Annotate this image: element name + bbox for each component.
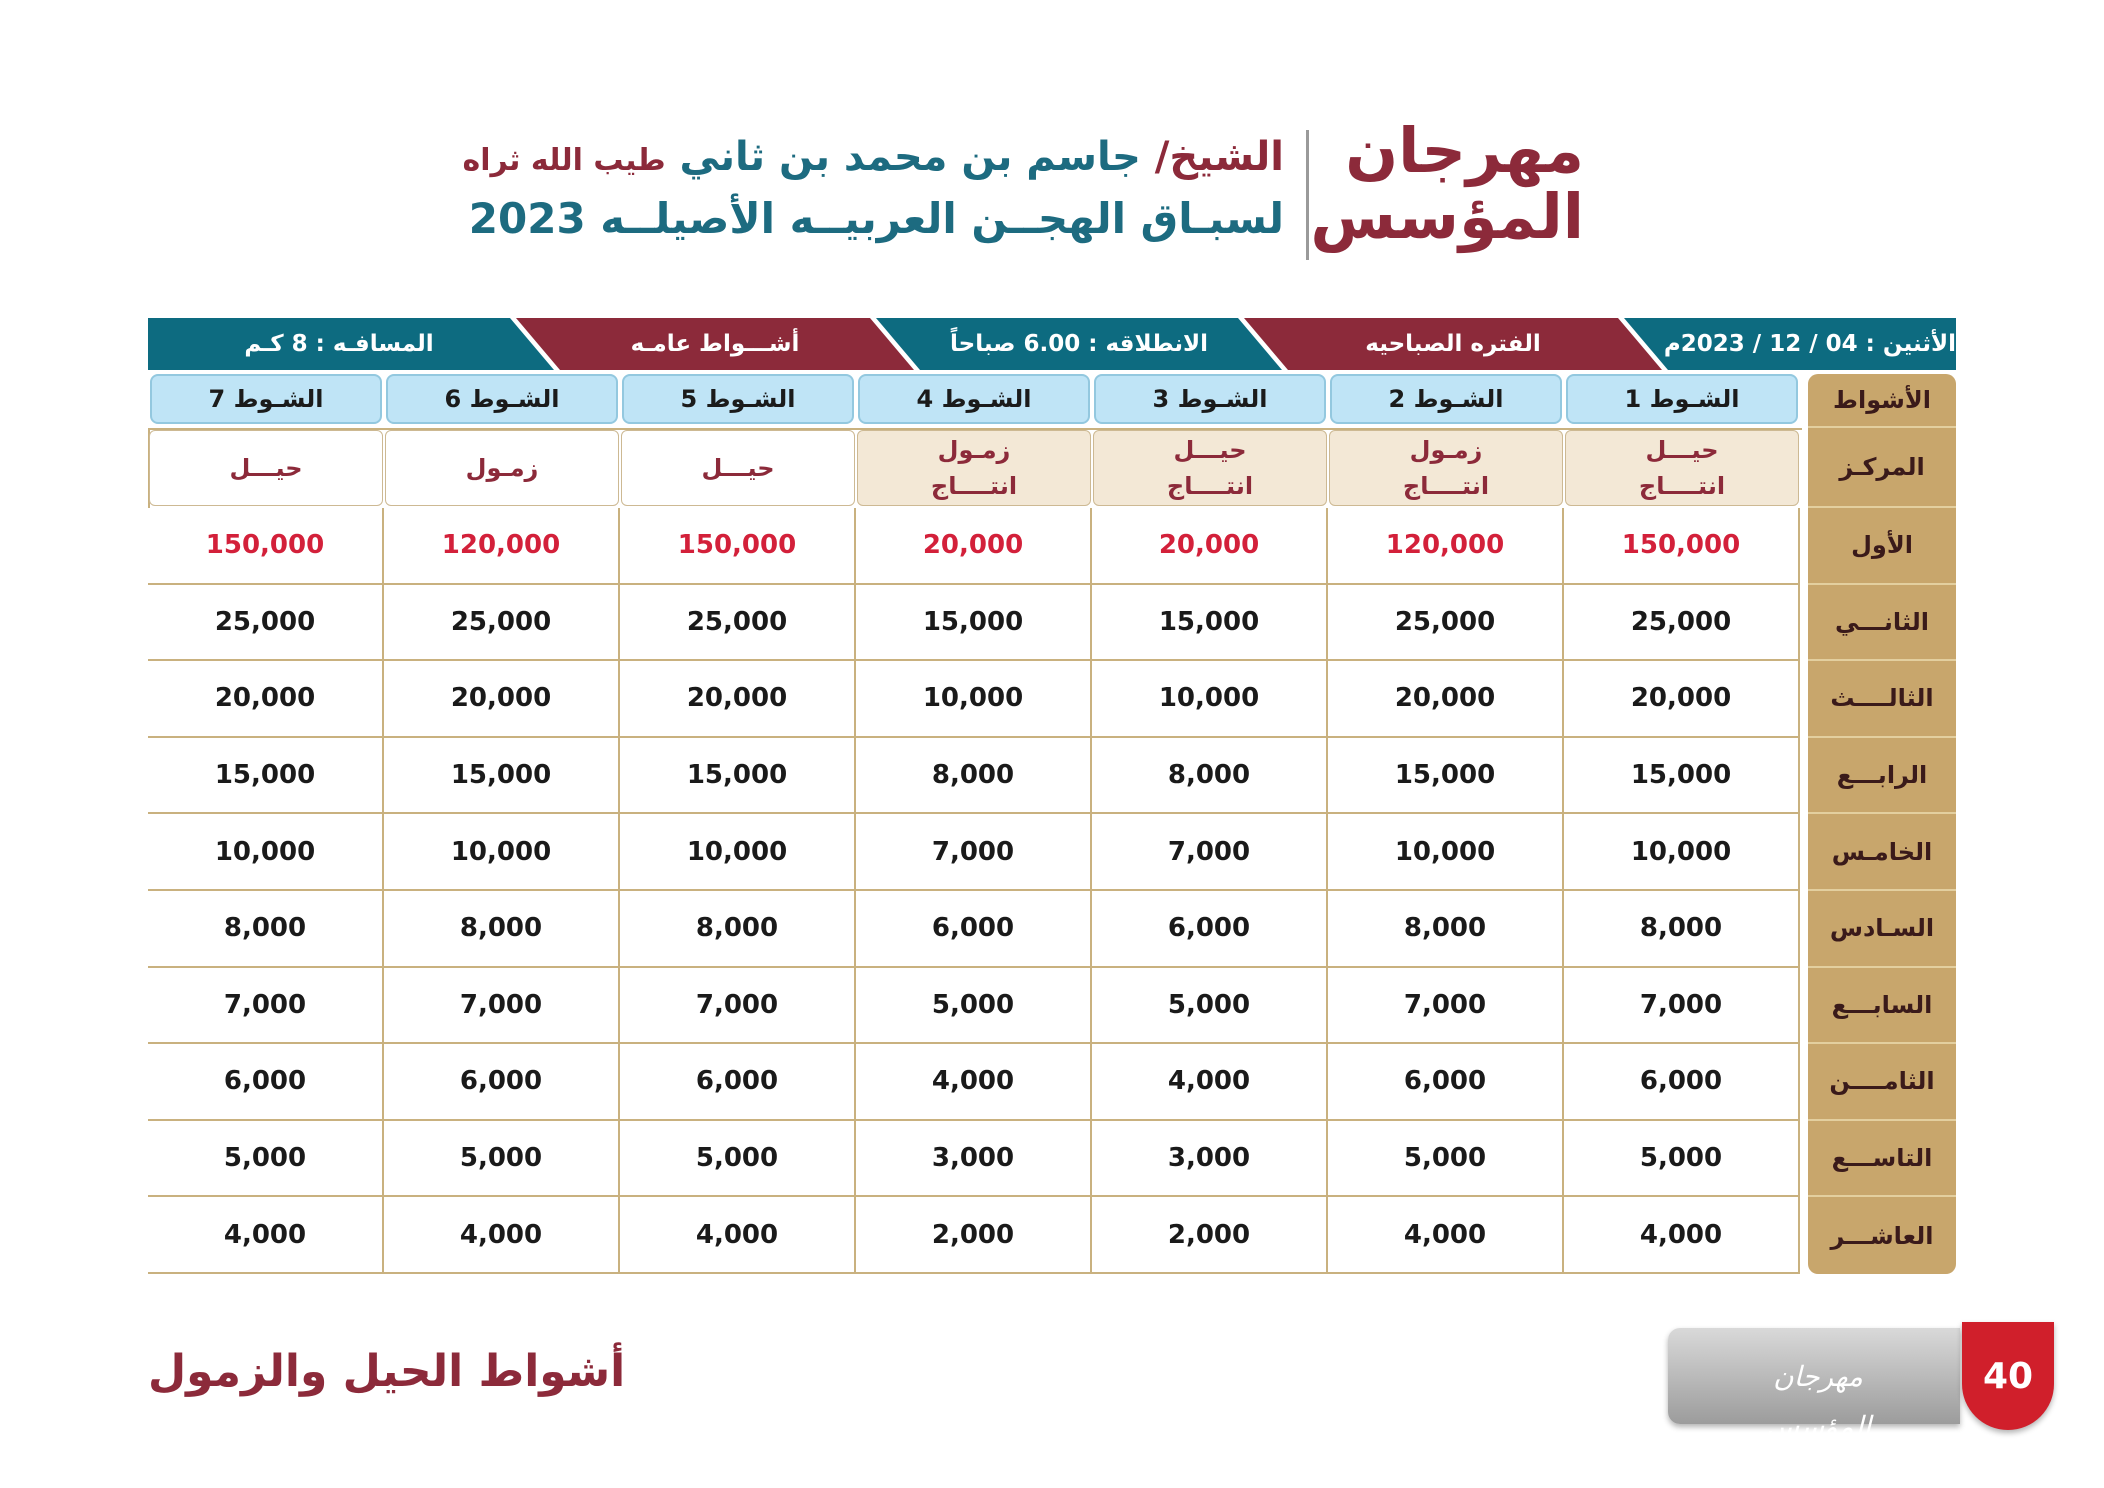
prize-cell: 5,000 bbox=[148, 1121, 384, 1198]
center-cell-3 bbox=[1093, 430, 1327, 506]
prize-cell: 7,000 bbox=[856, 814, 1092, 891]
prize-cell: 15,000 bbox=[148, 738, 384, 815]
column-header-4: الشـوط 4 bbox=[858, 374, 1090, 424]
prize-cell: 6,000 bbox=[1564, 1044, 1800, 1121]
festival-logo bbox=[1310, 114, 1584, 253]
prize-cell: 7,000 bbox=[1564, 968, 1800, 1045]
prize-cell: 120,000 bbox=[384, 508, 620, 585]
prize-cell: 4,000 bbox=[1328, 1197, 1564, 1274]
prize-cell: 5,000 bbox=[1092, 968, 1328, 1045]
prize-cell: 15,000 bbox=[1092, 585, 1328, 662]
center-line: زمـول bbox=[1409, 436, 1483, 464]
prize-cell: 15,000 bbox=[1328, 738, 1564, 815]
prize-cell: 2,000 bbox=[856, 1197, 1092, 1274]
prize-cell: 25,000 bbox=[384, 585, 620, 662]
center-line: انتــــاج bbox=[1638, 472, 1726, 500]
prize-cell: 8,000 bbox=[1092, 738, 1328, 815]
corner-label: الأشواط bbox=[1808, 374, 1956, 428]
sheikh-name: جاسم بن محمد بن ثاني bbox=[679, 134, 1141, 180]
column-header-6: الشـوط 6 bbox=[386, 374, 618, 424]
prize-cell: 4,000 bbox=[620, 1197, 856, 1274]
prize-cell: 10,000 bbox=[1092, 661, 1328, 738]
prize-cell: 25,000 bbox=[148, 585, 384, 662]
center-cell-6 bbox=[385, 430, 619, 506]
center-line: زمـول bbox=[937, 436, 1011, 464]
prize-cell: 6,000 bbox=[148, 1044, 384, 1121]
center-line: انتــــاج bbox=[1166, 472, 1254, 500]
center-cell-4 bbox=[857, 430, 1091, 506]
prize-cell: 150,000 bbox=[1564, 508, 1800, 585]
prize-cell: 15,000 bbox=[1564, 738, 1800, 815]
prize-cell: 150,000 bbox=[148, 508, 384, 585]
center-cell-1 bbox=[1565, 430, 1799, 506]
prize-cell: 6,000 bbox=[620, 1044, 856, 1121]
race-subtitle: لسبـاق الهجــن العربيــه الأصيلــه 2023 bbox=[468, 194, 1284, 243]
prize-cell: 4,000 bbox=[1564, 1197, 1800, 1274]
prize-cell: 5,000 bbox=[1328, 1121, 1564, 1198]
prize-cell: 3,000 bbox=[1092, 1121, 1328, 1198]
banner-date: الأثنين : 04 / 12 / 2023م bbox=[1663, 331, 1956, 357]
logo-line-2: المؤسس bbox=[1310, 180, 1584, 253]
prize-cell: 2,000 bbox=[1092, 1197, 1328, 1274]
prize-cell: 15,000 bbox=[620, 738, 856, 815]
prize-cell: 20,000 bbox=[856, 508, 1092, 585]
prize-cell: 120,000 bbox=[1328, 508, 1564, 585]
prize-cell: 6,000 bbox=[384, 1044, 620, 1121]
prize-cell: 10,000 bbox=[1328, 814, 1564, 891]
rank-label: السابـــع bbox=[1808, 968, 1956, 1045]
prize-cell: 6,000 bbox=[1092, 891, 1328, 968]
prize-cell: 7,000 bbox=[1092, 814, 1328, 891]
prize-cell: 5,000 bbox=[620, 1121, 856, 1198]
rank-label: الثانـــي bbox=[1808, 585, 1956, 662]
honorific: طيب الله ثراه bbox=[462, 143, 666, 178]
info-banner bbox=[148, 318, 1956, 370]
rank-label: السـادس bbox=[1808, 891, 1956, 968]
prize-cell: 20,000 bbox=[148, 661, 384, 738]
logo-line-1: مهرجان bbox=[1345, 114, 1584, 187]
prize-cell: 10,000 bbox=[1564, 814, 1800, 891]
column-header-7: الشـوط 7 bbox=[150, 374, 382, 424]
prize-cell: 20,000 bbox=[620, 661, 856, 738]
prize-cell: 8,000 bbox=[384, 891, 620, 968]
prize-cell: 5,000 bbox=[384, 1121, 620, 1198]
center-cell-2 bbox=[1329, 430, 1563, 506]
prize-cell: 10,000 bbox=[384, 814, 620, 891]
prize-cell: 8,000 bbox=[856, 738, 1092, 815]
sheikh-prefix: الشيخ/ bbox=[1154, 134, 1284, 180]
prize-cell: 3,000 bbox=[856, 1121, 1092, 1198]
prize-cell: 7,000 bbox=[1328, 968, 1564, 1045]
prize-cell: 6,000 bbox=[1328, 1044, 1564, 1121]
prize-cell: 8,000 bbox=[620, 891, 856, 968]
center-line: انتــــاج bbox=[930, 472, 1018, 500]
rank-label: الثامــــن bbox=[1808, 1044, 1956, 1121]
center-row-label: المركـز bbox=[1808, 428, 1956, 508]
center-line: حيـــل bbox=[701, 454, 775, 482]
footer-brand-logo: مهرجان المؤسس bbox=[1764, 1360, 1872, 1443]
center-line: حيـــل bbox=[229, 454, 303, 482]
prize-cell: 6,000 bbox=[856, 891, 1092, 968]
prize-cell: 4,000 bbox=[384, 1197, 620, 1274]
center-line: حيـــل bbox=[1645, 436, 1719, 464]
prize-cell: 4,000 bbox=[148, 1197, 384, 1274]
prize-cell: 10,000 bbox=[148, 814, 384, 891]
prize-cell: 5,000 bbox=[856, 968, 1092, 1045]
rank-label: الخامـس bbox=[1808, 814, 1956, 891]
prize-cell: 150,000 bbox=[620, 508, 856, 585]
banner-type: أشـــواط عامـه bbox=[630, 331, 800, 357]
column-header-3: الشـوط 3 bbox=[1094, 374, 1326, 424]
prize-cell: 10,000 bbox=[620, 814, 856, 891]
banner-distance: المسافـه : 8 كـم bbox=[244, 331, 434, 357]
rank-label: العاشـــر bbox=[1830, 1221, 1934, 1250]
center-line: حيـــل bbox=[1173, 436, 1247, 464]
prize-cell: 10,000 bbox=[856, 661, 1092, 738]
prize-cell: 7,000 bbox=[620, 968, 856, 1045]
footer-title: أشواط الحيل والزمول bbox=[148, 1346, 626, 1397]
prize-cell: 7,000 bbox=[384, 968, 620, 1045]
prize-cell: 4,000 bbox=[1092, 1044, 1328, 1121]
prize-cell: 7,000 bbox=[148, 968, 384, 1045]
prize-cell: 25,000 bbox=[620, 585, 856, 662]
column-header-5: الشـوط 5 bbox=[622, 374, 854, 424]
rank-label: التاســـع bbox=[1808, 1121, 1956, 1198]
rank-label: الرابـــع bbox=[1808, 738, 1956, 815]
rank-label: الثالــــث bbox=[1808, 661, 1956, 738]
prize-cell: 20,000 bbox=[384, 661, 620, 738]
prize-cell: 15,000 bbox=[856, 585, 1092, 662]
prize-cell: 25,000 bbox=[1328, 585, 1564, 662]
center-line: انتــــاج bbox=[1402, 472, 1490, 500]
prize-cell: 20,000 bbox=[1092, 508, 1328, 585]
rank-label: الأول bbox=[1808, 508, 1956, 585]
header-divider bbox=[1306, 130, 1309, 260]
prize-cell: 8,000 bbox=[1328, 891, 1564, 968]
column-header-1: الشـوط 1 bbox=[1566, 374, 1798, 424]
prize-cell: 8,000 bbox=[148, 891, 384, 968]
prize-cell: 25,000 bbox=[1564, 585, 1800, 662]
center-cell-7 bbox=[149, 430, 383, 506]
banner-period: الفتره الصباحيه bbox=[1365, 331, 1541, 357]
prize-cell: 15,000 bbox=[384, 738, 620, 815]
sheikh-title bbox=[463, 134, 1284, 180]
prize-cell: 20,000 bbox=[1564, 661, 1800, 738]
column-header-2: الشـوط 2 bbox=[1330, 374, 1562, 424]
page-number: 40 bbox=[1962, 1322, 2054, 1430]
prize-cell: 5,000 bbox=[1564, 1121, 1800, 1198]
center-cell-5 bbox=[621, 430, 855, 506]
prize-cell: 20,000 bbox=[1328, 661, 1564, 738]
prize-cell: 4,000 bbox=[856, 1044, 1092, 1121]
banner-start: الانطلاقه : 6.00 صباحاً bbox=[950, 331, 1208, 357]
center-line: زمـول bbox=[465, 454, 539, 482]
prize-cell: 8,000 bbox=[1564, 891, 1800, 968]
